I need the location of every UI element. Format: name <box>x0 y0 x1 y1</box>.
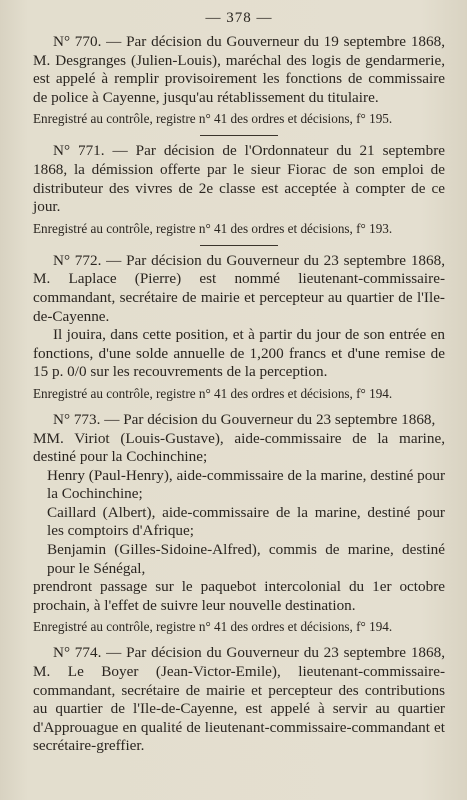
entry-line: Benjamin (Gilles-Sidoine-Alfred), commis de marine, destiné pour le Sénégal, <box>47 541 445 577</box>
page-number: — 378 — <box>205 10 273 26</box>
entry-spacer <box>33 403 445 411</box>
registration-note: Enregistré au contrôle, registre n° 41 des ordres et décisions, f° 193. <box>33 220 393 236</box>
registration-note: Enregistré au contrôle, registre n° 41 des ordres et décisions, f° 194. <box>33 619 393 635</box>
entry-paragraph: Il jouira, dans cette position, et à partir du jour de son entrée en fonctions, d'une solde annuelle de 1,200 francs et d'une remise de 15 p. 0/0 sur les recouvrements de la perception. <box>33 326 445 381</box>
entry-774 <box>33 644 445 756</box>
entry-772 <box>33 252 445 382</box>
entry-intro: N° 773. — Par décision du Gouverneur du 23 septembre 1868, <box>53 410 436 428</box>
separator-rule <box>200 135 278 136</box>
entry-770 <box>33 33 445 107</box>
entry-773 <box>33 411 445 616</box>
entry-line: MM. Viriot (Louis-Gustave), aide-commissaire de la marine, destiné pour la Cochinchine; <box>33 429 445 466</box>
entry-line: Henry (Paul-Henry), aide-commissaire de la marine, destiné pour la Cochinchine; <box>47 466 445 503</box>
entry-line: Caillard (Albert), aide-commissaire de la marine, destiné pour les comptoirs d'Afrique; <box>47 503 445 540</box>
separator-rule <box>200 245 278 246</box>
registration-note: Enregistré au contrôle, registre n° 41 des ordres et décisions, f° 195. <box>33 111 393 127</box>
registration-note: Enregistré au contrôle, registre n° 41 des ordres et décisions, f° 194. <box>33 385 393 401</box>
entry-conclusion: prendront passage sur le paquebot intercolonial du 1er octobre prochain, à l'effet de suivre leur nouvelle destination. <box>33 578 445 614</box>
entry-paragraph: N° 770. — Par décision du Gouverneur du 19 septembre 1868, M. Desgranges (Julien-Louis), maréchal des logis de gendarmerie, est appelé à remplir provisoirement les fonctions de commissaire de police à Cayenne, jusqu'au rétablissement du titulaire. <box>33 33 445 106</box>
entry-paragraph: N° 774. — Par décision du Gouverneur du 23 septembre 1868, M. Le Boyer (Jean-Victor-Emile), lieutenant-commissaire-commandant, secrétaire de mairie et percepteur des contributions au quartier de l'Ile-de-Cayenne, est appelé à servir au quartier d'Approuague en qualité de lieutenant-commissaire-commandant et secrétaire-greffier. <box>33 644 445 755</box>
entry-paragraph: N° 772. — Par décision du Gouverneur du 23 septembre 1868, M. Laplace (Pierre) est nommé lieutenant-commissaire-commandant, secrétaire de mairie et percepteur au quartier de l'Ile-de-Cayenne. <box>33 251 445 325</box>
entry-spacer <box>33 636 445 644</box>
entry-771 <box>33 142 445 216</box>
entry-paragraph: N° 771. — Par décision de l'Ordonnateur du 21 septembre 1868, la démission offerte par le sieur Fiorac de son emploi de distributeur des vivres de 2e classe est acceptée à compter de ce jour. <box>33 142 445 216</box>
